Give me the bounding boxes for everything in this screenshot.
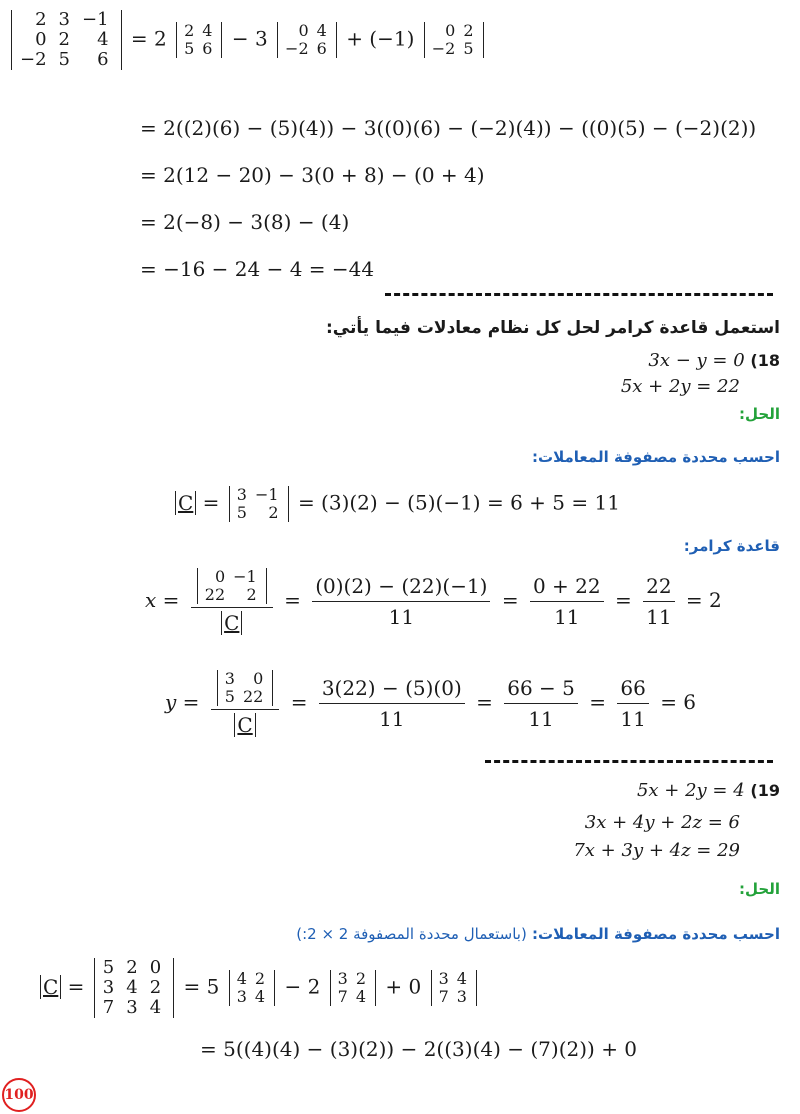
det-line3: = 2(12 − 20) − 3(0 + 8) − (0 + 4) <box>140 163 485 187</box>
matrix-cell: 3 <box>58 9 70 30</box>
matrix-cell: 4 <box>236 969 247 988</box>
x-result: = 2 <box>685 588 722 612</box>
num: 0 + 22 <box>532 574 601 598</box>
matrix-cell: 0 <box>149 957 162 978</box>
expr-part: − 2 <box>284 974 321 999</box>
det-line2: = 2((2)(6) − (5)(4)) − 3((0)(6) − (−2)(4)) − ((0)(5) − (−2)(2)) <box>140 116 757 140</box>
C-symbol: C <box>237 713 253 737</box>
matrix-row <box>99 978 169 998</box>
matrix-row <box>234 988 270 1006</box>
num: (0)(2) − (22)(−1) <box>315 574 488 598</box>
q19-eq1: 5x + 2y = 4 <box>636 780 745 801</box>
matrix-row <box>429 22 479 40</box>
expr-part: + (−1) <box>346 26 415 51</box>
x-frac-2 <box>530 574 604 629</box>
matrix-row <box>335 970 371 988</box>
matrix-cell: −1 <box>254 485 279 504</box>
den: 11 <box>617 703 648 731</box>
matrix-cell: 4 <box>149 997 162 1018</box>
matrix-cell: 4 <box>355 987 367 1006</box>
matrix-cell: 0 <box>35 29 47 50</box>
matrix-cell: 7 <box>438 987 449 1006</box>
dashed-divider <box>485 760 773 763</box>
y-cramer-frac <box>211 670 280 737</box>
instruction: استعمل قاعدة كرامر لحل كل نظام معادلات فيما يأتي: <box>326 318 780 338</box>
x-frac-3 <box>643 574 674 629</box>
matrix-cell: 5 <box>236 503 247 522</box>
q19-coef-label: احسب محددة مصفوفة المعاملات: <box>532 925 780 943</box>
q18-eq2: 5x + 2y = 22 <box>620 376 740 397</box>
equals: = <box>162 588 180 612</box>
matrix-cell: 5 <box>58 49 70 70</box>
expr-part: + 0 <box>385 974 422 999</box>
matrix-row <box>429 40 479 58</box>
minor-1 <box>176 22 222 58</box>
x-var: x <box>145 588 157 612</box>
num: 22 <box>646 574 672 598</box>
equals: = <box>614 588 632 612</box>
q19-solution-label: الحل: <box>739 880 780 898</box>
y-result: = 6 <box>660 690 697 714</box>
matrix-row <box>234 486 284 504</box>
matrix-row <box>16 30 117 50</box>
den: 11 <box>643 601 674 629</box>
matrix-row <box>234 504 284 522</box>
q19-number: (19 <box>750 781 780 800</box>
matrix-cell: 2 <box>184 21 195 40</box>
expr-part: = 5 <box>183 974 220 999</box>
matrix-cell: 2 <box>35 9 47 30</box>
matrix-row <box>234 970 270 988</box>
matrix-cell: 5 <box>102 957 115 978</box>
expr-part: − 3 <box>231 26 268 51</box>
q18-C-result: = (3)(2) − (5)(−1) = 6 + 5 = 11 <box>297 490 620 515</box>
matrix-cell: 0 <box>445 21 456 40</box>
matrix-cell: −1 <box>233 567 257 586</box>
q19-minor-2 <box>330 970 376 1006</box>
matrix-cell: 0 <box>253 669 264 688</box>
y-frac-1 <box>319 676 465 731</box>
matrix-cell: 2 <box>463 21 474 40</box>
matrix-cell: 6 <box>202 39 213 58</box>
det-expansion-line1 <box>8 10 487 70</box>
matrix-row <box>99 998 169 1018</box>
equals: = <box>290 690 308 714</box>
x-matrix <box>197 568 267 604</box>
q19-det-line2: = 5((4)(4) − (3)(2)) − 2((3)(4) − (7)(2)) + 0 <box>200 1037 638 1061</box>
matrix-cell: 3 <box>102 977 115 998</box>
matrix-cell: 4 <box>126 977 138 998</box>
q18-C-det-line <box>175 486 620 522</box>
C-symbol: C <box>178 490 194 515</box>
det-line4: = 2(−8) − 3(8) − (4) <box>140 210 350 234</box>
matrix-cell: 3 <box>224 669 235 688</box>
q18-C-matrix <box>229 486 289 522</box>
det3-matrix <box>11 10 122 70</box>
C-abs <box>40 975 61 999</box>
den: 11 <box>312 601 490 629</box>
equals: = <box>182 690 200 714</box>
matrix-cell: 2 <box>268 503 279 522</box>
equals: = <box>476 690 493 714</box>
matrix-cell: 6 <box>316 39 327 58</box>
matrix-cell: 3 <box>126 997 138 1018</box>
matrix-cell: −2 <box>431 39 456 58</box>
matrix-cell: 2 <box>246 585 257 604</box>
x-frac-1 <box>312 574 490 629</box>
q19-system <box>637 780 780 801</box>
matrix-cell: 3 <box>456 987 467 1006</box>
matrix-cell: 4 <box>316 21 327 40</box>
den: 11 <box>504 703 578 731</box>
den: 11 <box>530 601 604 629</box>
y-var: y <box>165 690 177 714</box>
q19-coef-note: (باستعمال محددة المصفوفة 2 × 2:) <box>296 925 527 943</box>
num: 3(22) − (5)(0) <box>321 676 462 700</box>
minor-3 <box>424 22 484 58</box>
matrix-row <box>16 10 117 30</box>
matrix-cell: 22 <box>242 687 264 706</box>
q18-solution-label: الحل: <box>739 405 780 423</box>
matrix-cell: 6 <box>97 49 109 70</box>
equals: = <box>284 588 301 612</box>
matrix-row <box>222 688 269 706</box>
q19-minor-3 <box>431 970 477 1006</box>
q18-system <box>648 350 780 371</box>
matrix-row <box>181 22 217 40</box>
C-symbol: C <box>43 974 59 999</box>
matrix-cell: 7 <box>337 987 348 1006</box>
matrix-cell: 2 <box>355 969 367 988</box>
q18-number: (18 <box>750 351 780 370</box>
matrix-cell: 5 <box>463 39 474 58</box>
matrix-cell: 2 <box>149 977 162 998</box>
matrix-cell: 22 <box>204 585 226 604</box>
matrix-cell: 5 <box>224 687 235 706</box>
matrix-row <box>222 670 269 688</box>
equals: = <box>589 690 607 714</box>
y-matrix <box>217 670 274 706</box>
matrix-cell: −2 <box>20 49 47 70</box>
matrix-row <box>99 958 169 978</box>
matrix-row <box>202 586 262 604</box>
num: 66 − 5 <box>507 676 575 700</box>
q19-minor-1 <box>229 970 275 1006</box>
matrix-row <box>16 50 117 70</box>
expr-part: = 2 <box>130 26 167 51</box>
equals: = <box>202 490 220 515</box>
C-abs <box>175 491 196 515</box>
matrix-row <box>282 22 332 40</box>
minor-2 <box>277 22 337 58</box>
matrix-cell: 4 <box>202 21 213 40</box>
x-cramer-frac <box>191 568 273 635</box>
matrix-cell: 5 <box>184 39 195 58</box>
matrix-cell: 3 <box>438 969 449 988</box>
matrix-row <box>202 568 262 586</box>
matrix-cell: 4 <box>456 969 467 988</box>
matrix-cell: −1 <box>82 9 109 30</box>
matrix-row <box>282 40 332 58</box>
matrix-cell: 3 <box>236 987 247 1006</box>
matrix-cell: 4 <box>254 987 266 1006</box>
q19-coef-line <box>296 925 780 943</box>
page-number: 100 <box>2 1078 36 1112</box>
dashed-divider <box>385 293 773 296</box>
matrix-cell: 4 <box>97 29 109 50</box>
q19-eq2: 3x + 4y + 2z = 6 <box>584 812 740 833</box>
det-line5: = −16 − 24 − 4 = −44 <box>140 257 375 281</box>
matrix-cell: 3 <box>236 485 247 504</box>
q19-det-line1 <box>40 958 480 1018</box>
matrix-cell: 2 <box>254 969 266 988</box>
matrix-cell: 7 <box>102 997 115 1018</box>
matrix-row <box>436 988 472 1006</box>
equals: = <box>501 588 519 612</box>
matrix-cell: 0 <box>214 567 226 586</box>
q18-y-line <box>165 670 696 737</box>
den: 11 <box>319 703 465 731</box>
y-frac-2 <box>504 676 578 731</box>
matrix-row <box>181 40 217 58</box>
q18-x-line <box>145 568 722 635</box>
matrix-row <box>335 988 371 1006</box>
matrix-cell: 0 <box>298 21 309 40</box>
y-frac-3 <box>617 676 648 731</box>
q19-C-matrix <box>94 958 174 1018</box>
q18-cramer-label: قاعدة كرامر: <box>683 537 780 555</box>
matrix-cell: 2 <box>126 957 138 978</box>
matrix-cell: 3 <box>337 969 348 988</box>
C-symbol: C <box>224 611 240 635</box>
q18-eq1: 3x − y = 0 <box>648 350 745 371</box>
matrix-cell: 2 <box>58 29 70 50</box>
matrix-cell: −2 <box>285 39 309 58</box>
equals: = <box>67 974 85 999</box>
num: 66 <box>620 676 646 700</box>
q19-eq3: 7x + 3y + 4z = 29 <box>573 840 740 861</box>
matrix-row <box>436 970 472 988</box>
q18-coef-label: احسب محددة مصفوفة المعاملات: <box>532 448 780 466</box>
